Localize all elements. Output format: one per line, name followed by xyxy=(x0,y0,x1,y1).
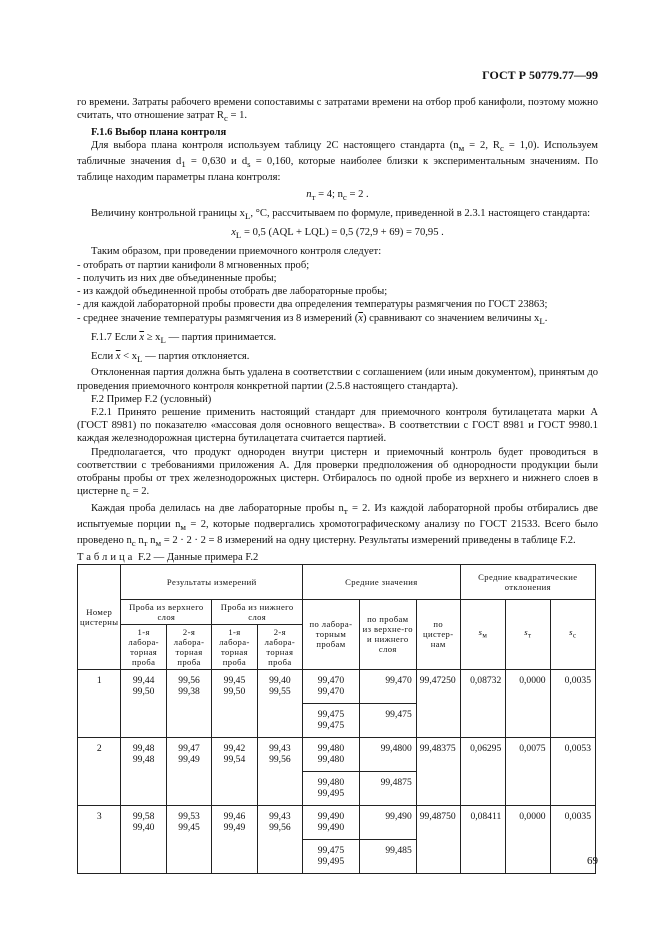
section-heading: F.2 Пример F.2 (условный) xyxy=(91,393,212,405)
formula: $x_L = 0,5$ (AQL + LQL) = 0,5 (72,9 + 69) = 70,95 . xyxy=(231,227,444,241)
table-cell: 1 xyxy=(78,669,121,737)
paragraph: Таким образом, при проведении приемочного контроля следует: xyxy=(91,246,382,258)
table-row xyxy=(78,805,596,839)
header-lab1: 1-я лабора-торная проба xyxy=(212,624,257,669)
table-cell: 0,08732 xyxy=(460,669,506,737)
table-cell: 99,40 99,55 xyxy=(257,669,302,737)
table-cell: 0,06295 xyxy=(460,737,506,805)
table-cell: 99,475 99,495 xyxy=(303,839,360,873)
table-cell: 99,44 99,50 xyxy=(121,669,166,737)
table-cell: 99,48750 xyxy=(416,805,460,873)
table-cell: 99,480 99,480 xyxy=(303,737,360,771)
header-lab2: 2-я лабора-торная проба xyxy=(166,624,211,669)
header-st: $s_т$ xyxy=(506,599,550,669)
list-item: - отобрать от партии канифоли 8 мгновенных проб; xyxy=(77,259,310,271)
header-bottom-layer: Проба из нижнего слоя xyxy=(212,599,303,624)
table-cell: 99,53 99,45 xyxy=(166,805,211,873)
paragraph: Отклоненная партия должна быть удалена в соответствии с соглашением (или иным документом), принятым до проведения приемочного контроля конкретной партии (2.5.8 настоящего стандарта). xyxy=(77,367,598,392)
header-by-sample: по пробам из верхне-го и нижнего слоя xyxy=(359,599,416,669)
table-cell: 99,470 99,470 xyxy=(303,669,360,703)
list-item: - среднее значение температуры размягчения из 8 измерений $(\overline{x})$ сравнивают со значением величины $x_L$. xyxy=(77,312,548,326)
section-heading: F.1.6 Выбор плана контроля xyxy=(91,126,227,138)
table-cell: 99,490 xyxy=(359,805,416,839)
paragraph: F.2.1 Принято решение применить настоящий стандарт для приемочного контроля бутилацетата марки А (ГОСТ 8981) по показателю «массовая доля основного вещества». В соответствии с ГОСТ 8981 и ГОСТ 9980.1 каждая железнодорожная цистерна бутилацетата считается партией. xyxy=(77,407,598,445)
formula: $n_т = 4$; $n_с = 2$ . xyxy=(306,188,369,202)
header-top-layer: Проба из верхнего слоя xyxy=(121,599,212,624)
header-std-dev: Средние квадратические отклонения xyxy=(460,564,595,599)
table-cell: 99,56 99,38 xyxy=(166,669,211,737)
paragraph: Предполагается, что продукт однороден внутри цистерн и приемочный контроль будет проводиться в соответствии с требованиями приложения А. Для проверки предположения об однородности продукции были отобраны пробы от трех железнодорожных цистерн. Отбиралось по одной пробе из верхнего и нижнего слоев в цистерне $n_с = 2$. xyxy=(77,446,598,500)
header-by-lab: по лабора-торным пробам xyxy=(303,599,360,669)
paragraph: го времени. Затраты рабочего времени сопоставимы с затратами времени на отбор проб канифоли, поэтому можно считать, что отношение затрат $R_с = 1$. xyxy=(77,97,598,124)
paragraph: Для выбора плана контроля используем таблицу 2С настоящего стандарта ($n_м = 2$, $R_с = 1,0$). Используем табличные значения $d_1 = 0,630$ и $d_s = 0,160$, которые наиболее близки к экспериментальным значениям. По таблице находим параметры плана контроля: xyxy=(77,139,599,184)
paragraph: Если $\overline{x} < x_L$ — партия отклоняется. xyxy=(91,351,250,365)
paragraph: Каждая проба делилась на две лабораторные пробы $n_т = 2$. Из каждой лабораторной пробы отбирались две испытуемые порции $n_м = 2$, которые подвергались хромотографическому анализу по ГОСТ 21533. Всего было проведено $n_с$ $n_т$ $n_м = 2 \cdot 2 \cdot 2 = 8$ измерений на одну цистерну. Результаты измерений приведены в таблице F.2. xyxy=(77,502,599,549)
table-cell: 0,0000 xyxy=(506,805,550,873)
table-cell: 99,4875 xyxy=(359,771,416,805)
document-header: ГОСТ Р 50779.77—99 xyxy=(482,68,598,82)
table-cell: 99,490 99,490 xyxy=(303,805,360,839)
table-cell: 99,475 99,475 xyxy=(303,703,360,737)
header-tank-number: Номер цистерны xyxy=(78,564,121,669)
table-cell: 99,42 99,54 xyxy=(212,737,257,805)
header-by-tank: по цистер-нам xyxy=(416,599,460,669)
page-number: 69 xyxy=(587,855,598,867)
table-row xyxy=(78,737,596,771)
table-cell: 99,475 xyxy=(359,703,416,737)
table-cell: 99,45 99,50 xyxy=(212,669,257,737)
table-cell: 0,08411 xyxy=(460,805,506,873)
header-sm: $s_м$ xyxy=(460,599,506,669)
table-cell: 0,0035 xyxy=(550,805,595,873)
table-cell: 99,480 99,495 xyxy=(303,771,360,805)
page-body xyxy=(77,96,598,874)
data-table xyxy=(77,564,596,874)
list-item: - из каждой объединенной пробы отобрать две лабораторные пробы; xyxy=(77,286,388,298)
table-cell: 99,48375 xyxy=(416,737,460,805)
header-sc: $s_с$ xyxy=(550,599,595,669)
table-caption: Таблица F.2 — Данные примера F.2 xyxy=(77,551,259,563)
table-cell: 99,46 99,49 xyxy=(212,805,257,873)
list-item: - получить из них две объединенные пробы; xyxy=(77,272,277,284)
table-cell: 99,43 99,56 xyxy=(257,737,302,805)
table-cell: 0,0035 xyxy=(550,669,595,737)
paragraph: F.1.7 Если $\overline{x} \ge x_L$ — партия принимается. xyxy=(91,331,277,345)
header-results: Результаты измерений xyxy=(121,564,303,599)
list-item: - для каждой лабораторной пробы провести два определения температуры размягчения по ГОСТ 23863; xyxy=(77,299,548,311)
table-cell: 99,58 99,40 xyxy=(121,805,166,873)
header-lab2: 2-я лабора-торная проба xyxy=(257,624,302,669)
table-cell: 0,0075 xyxy=(506,737,550,805)
header-lab1: 1-я лабора-торная проба xyxy=(121,624,166,669)
table-cell: 99,485 xyxy=(359,839,416,873)
table-cell: 99,470 xyxy=(359,669,416,703)
table-cell: 99,4800 xyxy=(359,737,416,771)
table-cell: 99,48 99,48 xyxy=(121,737,166,805)
table-cell: 99,47 99,49 xyxy=(166,737,211,805)
table-cell: 0,0000 xyxy=(506,669,550,737)
header-means: Средние значения xyxy=(303,564,461,599)
table-cell: 3 xyxy=(78,805,121,873)
table-cell: 2 xyxy=(78,737,121,805)
table-row xyxy=(78,669,596,703)
table-cell: 99,43 99,56 xyxy=(257,805,302,873)
table-cell: 99,47250 xyxy=(416,669,460,737)
table-cell: 0,0053 xyxy=(550,737,595,805)
paragraph: Величину контрольной границы $x_L$, °C, рассчитываем по формуле, приведенной в 2.3.1 настоящего стандарта: xyxy=(91,207,591,221)
